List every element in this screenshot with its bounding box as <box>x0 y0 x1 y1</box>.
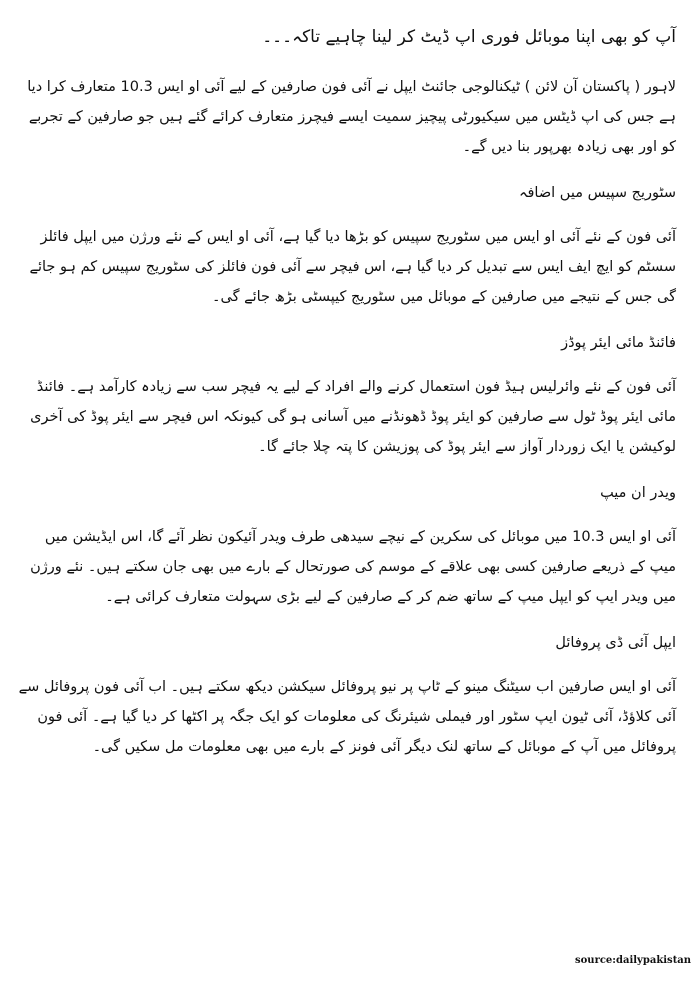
section-body-weather-map: آئی او ایس 10.3 میں موبائل کی سکرین کے نیچے سیدھی طرف ویدر آئیکون نظر آئے گا، اس ایڈیشن میں میپ کے ذریعے صارفین کسی بھی علاقے کے موسم کی صورتحال کے بارے میں بھی جان سکتے ہیں۔ نئے ورژن میں ویدر ایپ کو ایپل میپ کے ساتھ ضم کر کے صارفین کے لیے بڑی سہولت متعارف کرائی ہے۔ <box>30 529 676 605</box>
section-heading-airpods: فائنڈ مائی ایئر پوڈز <box>561 335 676 351</box>
section-body-airpods: آئی فون کے نئے وائرلیس ہیڈ فون استعمال کرنے والے افراد کے لیے یہ فیچر سب سے زیادہ کارآمد ہے۔ فائنڈ مائی ایئر پوڈ ٹول سے صارفین کو ایئر پوڈ ڈھونڈنے میں آسانی ہو گی کیونکہ اس فیچر سے ایئر پوڈ کی آخری لوکیشن یا ایک زوردار آواز سے ایئر پوڈ کی پوزیشن کا پتہ چلا جائے گا۔ <box>30 379 676 455</box>
section-storage <box>18 180 680 312</box>
section-body-apple-id: آئی او ایس صارفین اب سیٹنگ مینو کے ٹاپ پر نیو پروفائل سیکشن دیکھ سکتے ہیں۔ اب آئی فون پروفائل سے آئی کلاؤڈ، آئی ٹیون ایپ سٹور اور فیملی شیئرنگ کی معلومات کو ایک جگہ پر اکٹھا کر دیا گیا ہے۔ آئی فون پروفائل میں آپ کے موبائل کے ساتھ لنک دیگر آئی فونز کے بارے میں بھی معلومات مل سکیں گی۔ <box>18 679 676 755</box>
section-body-storage: آئی فون کے نئے آئی او ایس میں سٹوریج سپیس کو بڑھا دیا گیا ہے، آئی او ایس کے نئے ورژن میں ایپل فائلز سسٹم کو ایچ ایف ایس سے تبدیل کر دیا گیا ہے، اس فیچر سے آئی فون فائلز کی سٹوریج سپیس کم ہو جائے گی جس کے نتیجے میں صارفین کے موبائل میں سٹوریج کیپسٹی بڑھ جائے گی۔ <box>29 229 676 305</box>
article-title: آپ کو بھی اپنا موبائل فوری اپ ڈیٹ کر لینا چاہیے تاکہ۔۔۔ <box>262 27 676 47</box>
article <box>18 22 680 762</box>
section-heading-weather-map: ویدر ان میپ <box>600 485 676 501</box>
intro-paragraph: لاہور ( پاکستان آن لائن ) ٹیکنالوجی جائنٹ ایپل نے آئی فون صارفین کے لیے آئی او ایس 10.3 متعارف کرا دیا ہے جس کی اپ ڈیٹس میں سیکیورٹی پیچیز سمیت ایسے فیچرز متعارف کرائے گئے ہیں جو صارفین کے تجربے کو اور بھی زیادہ بھرپور بنا دیں گے۔ <box>27 79 676 155</box>
section-apple-id <box>18 630 680 762</box>
section-heading-apple-id: ایپل آئی ڈی پروفائل <box>555 635 676 651</box>
section-heading-storage: سٹوریج سپیس میں اضافہ <box>519 185 676 201</box>
source-credit: source:dailypakistan <box>575 955 692 966</box>
section-airpods <box>18 330 680 462</box>
section-weather-map <box>18 480 680 612</box>
